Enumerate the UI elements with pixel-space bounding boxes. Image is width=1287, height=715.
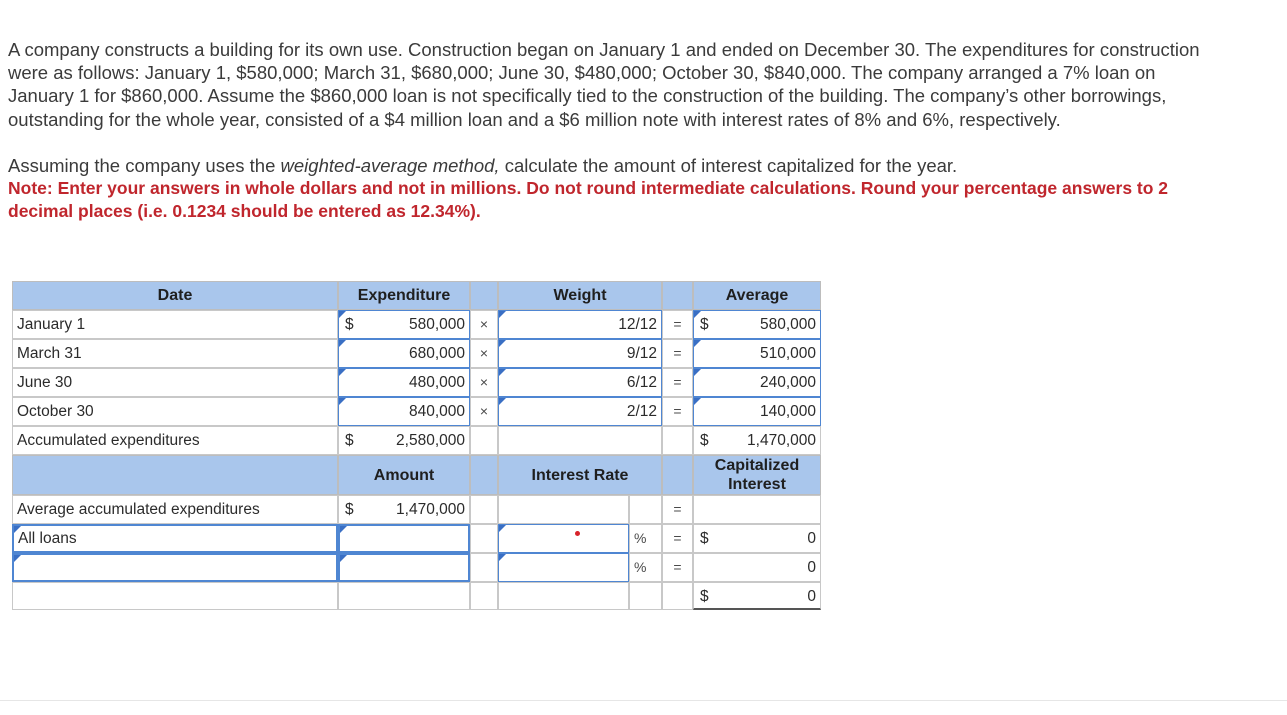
accumulated-label: Accumulated expenditures [12, 426, 338, 455]
times-symbol: × [470, 397, 498, 426]
weight-input[interactable]: 6/12 [498, 368, 662, 397]
empty-cell [662, 582, 693, 610]
capitalized-interest-value: 0 [693, 553, 821, 582]
average-input[interactable]: 510,000 [693, 339, 821, 368]
problem-text [8, 38, 1208, 223]
empty-cell [470, 553, 498, 582]
accumulated-average-value: 1,470,000 [747, 432, 816, 449]
header-spacer [470, 281, 498, 310]
empty-cell [693, 495, 821, 524]
expenditure-value: 580,000 [408, 316, 465, 333]
times-symbol: × [470, 368, 498, 397]
instruction-prefix: Assuming the company uses the [8, 154, 281, 176]
accumulated-expenditure [338, 426, 470, 455]
interest-rate-input[interactable] [498, 524, 629, 553]
divider [0, 700, 1287, 701]
row-date: October 30 [12, 397, 338, 426]
expenditure-input[interactable]: 840,000 [338, 397, 470, 426]
equals-symbol: = [662, 397, 693, 426]
header-amount: Amount [338, 455, 470, 495]
instruction-suffix: calculate the amount of interest capitalized for the year. [499, 154, 958, 176]
header-capitalized-interest: Capitalized Interest [693, 455, 821, 495]
weight-input[interactable]: 12/12 [498, 310, 662, 339]
dollar-sign: $ [700, 432, 709, 449]
average-accumulated-amount [338, 495, 470, 524]
empty-cell [662, 426, 693, 455]
empty-cell [629, 582, 662, 610]
required-marker [575, 531, 580, 536]
empty-cell [470, 495, 498, 524]
loan-label-input[interactable] [12, 553, 338, 582]
row-date: January 1 [12, 310, 338, 339]
header-weight: Weight [498, 281, 662, 310]
weight-input[interactable]: 9/12 [498, 339, 662, 368]
header-expenditure: Expenditure [338, 281, 470, 310]
header-interest-rate: Interest Rate [498, 455, 662, 495]
empty-cell [498, 582, 629, 610]
interest-rate-input[interactable] [498, 553, 629, 582]
accumulated-expenditure-value: 2,580,000 [396, 432, 465, 449]
equals-symbol: = [662, 310, 693, 339]
empty-cell [470, 524, 498, 553]
loan-amount-input[interactable] [338, 524, 470, 553]
capitalized-interest-value [693, 524, 821, 553]
header-spacer [662, 455, 693, 495]
empty-cell [629, 495, 662, 524]
average-accumulated-label: Average accumulated expenditures [12, 495, 338, 524]
empty-cell [498, 426, 662, 455]
instruction-method: weighted-average method, [280, 154, 500, 176]
dollar-sign: $ [345, 316, 354, 333]
percent-symbol: % [629, 553, 662, 582]
loan-amount-input[interactable] [338, 553, 470, 582]
expenditure-input[interactable]: 680,000 [338, 339, 470, 368]
equals-symbol: = [662, 524, 693, 553]
dollar-sign: $ [345, 501, 354, 518]
average-input[interactable]: 240,000 [693, 368, 821, 397]
average-input[interactable]: 140,000 [693, 397, 821, 426]
total-capitalized-value: 0 [807, 588, 816, 605]
dollar-sign: $ [345, 432, 354, 449]
expenditure-input[interactable] [338, 310, 470, 339]
empty-cell [498, 495, 629, 524]
average-input[interactable] [693, 310, 821, 339]
accumulated-average [693, 426, 821, 455]
times-symbol: × [470, 310, 498, 339]
average-value: 580,000 [759, 316, 816, 333]
equals-symbol: = [662, 553, 693, 582]
equals-symbol: = [662, 368, 693, 397]
instruction-paragraph [8, 154, 1208, 177]
times-symbol: × [470, 339, 498, 368]
header-average: Average [693, 281, 821, 310]
expenditure-input[interactable]: 480,000 [338, 368, 470, 397]
note-text: Note: Enter your answers in whole dollars and not in millions. Do not round intermediate calculations. Round your percentage answers to 2 decimal places (i.e. 0.1234 should be entered as 12.34%). [8, 178, 1169, 222]
weight-input[interactable]: 2/12 [498, 397, 662, 426]
header-spacer [662, 281, 693, 310]
header-blank [12, 455, 338, 495]
dollar-sign: $ [700, 316, 709, 333]
empty-cell [470, 426, 498, 455]
empty-cell [12, 582, 338, 610]
header-date: Date [12, 281, 338, 310]
capitalized-value: 0 [807, 530, 816, 547]
percent-symbol: % [629, 524, 662, 553]
dollar-sign: $ [700, 530, 709, 547]
empty-cell [338, 582, 470, 610]
equals-symbol: = [662, 495, 693, 524]
problem-paragraph: A company constructs a building for its own use. Construction began on January 1 and ended on December 30. The expenditures for construction were as follows: January 1, $580,000; March 31, $680,000; June 30, $480,000; October 30, $840,000. The company arranged a 7% loan on January 1 for $860,000. Assume the $860,000 loan is not specifically tied to the construction of the building. The company’s other borrowings, outstanding for the whole year, consisted of a $4 million loan and a $6 million note with interest rates of 8% and 6%, respectively. [8, 39, 1200, 130]
row-date: March 31 [12, 339, 338, 368]
header-spacer [470, 455, 498, 495]
loan-label-input[interactable]: All loans [12, 524, 338, 553]
row-date: June 30 [12, 368, 338, 397]
total-capitalized-interest [693, 582, 821, 610]
dollar-sign: $ [700, 588, 709, 605]
equals-symbol: = [662, 339, 693, 368]
empty-cell [470, 582, 498, 610]
average-accumulated-value: 1,470,000 [396, 501, 465, 518]
